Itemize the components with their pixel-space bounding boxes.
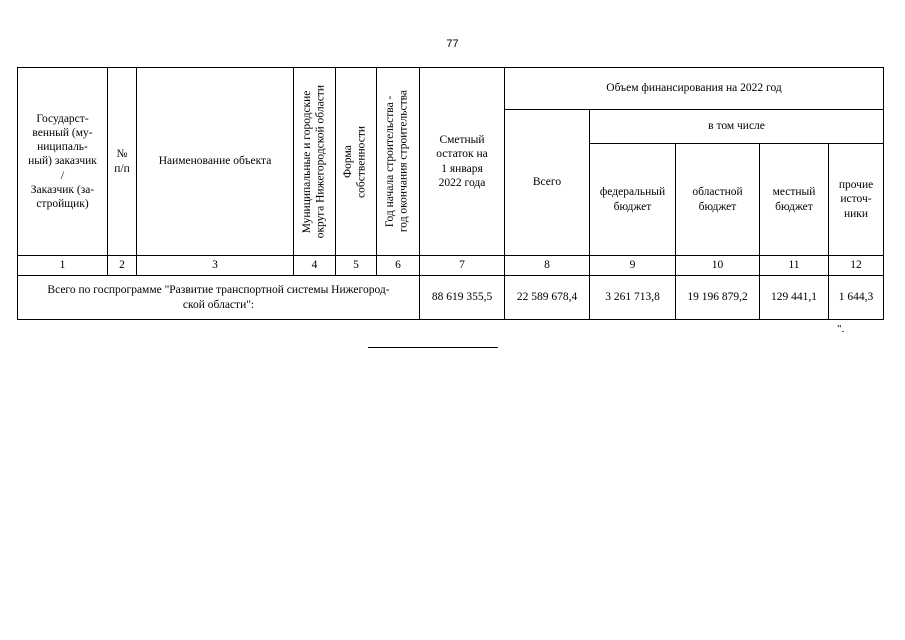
total-other-cell: 1 644,3	[829, 276, 884, 320]
total-row-label: Всего по госпрограмме "Развитие транспортной системы Нижегород- ской области":	[18, 276, 420, 320]
page-number: 77	[446, 38, 459, 50]
column-number: 2	[108, 256, 137, 276]
column-number: 1	[18, 256, 108, 276]
total-sum-cell: 22 589 678,4	[505, 276, 590, 320]
header-other: прочие источ- ники	[829, 144, 884, 256]
column-number: 10	[676, 256, 760, 276]
column-number: 9	[590, 256, 676, 276]
financing-table	[17, 67, 884, 320]
column-number: 7	[420, 256, 505, 276]
header-ownership: Форма собственности	[336, 68, 377, 256]
total-regional-cell: 19 196 879,2	[676, 276, 760, 320]
column-number: 4	[294, 256, 336, 276]
column-number: 5	[336, 256, 377, 276]
header-including: в том числе	[590, 110, 884, 144]
total-local-cell: 129 441,1	[760, 276, 829, 320]
footer-separator-line	[368, 347, 498, 348]
closing-quote-mark: ".	[837, 323, 845, 335]
total-federal-cell: 3 261 713,8	[590, 276, 676, 320]
total-remaining-cell: 88 619 355,5	[420, 276, 505, 320]
header-total: Всего	[505, 110, 590, 256]
column-number: 6	[377, 256, 420, 276]
header-federal: федеральный бюджет	[590, 144, 676, 256]
header-customer: Государст- венный (му- ниципаль- ный) заказчик / Заказчик (за- стройщик)	[18, 68, 108, 256]
header-municipality: Муниципальные и городские округа Нижегородской области	[294, 68, 336, 256]
column-number: 3	[137, 256, 294, 276]
header-regional: областной бюджет	[676, 144, 760, 256]
header-local: местный бюджет	[760, 144, 829, 256]
header-financing: Объем финансирования на 2022 год	[505, 68, 884, 110]
column-number: 11	[760, 256, 829, 276]
header-remaining: Сметный остаток на 1 января 2022 года	[420, 68, 505, 256]
column-number: 12	[829, 256, 884, 276]
column-numbers-row	[18, 256, 884, 276]
header-years: Год начала строительства - год окончания строительства	[377, 68, 420, 256]
column-number: 8	[505, 256, 590, 276]
header-number: № п/п	[108, 68, 137, 256]
total-row	[18, 276, 884, 320]
header-object-name: Наименование объекта	[137, 68, 294, 256]
